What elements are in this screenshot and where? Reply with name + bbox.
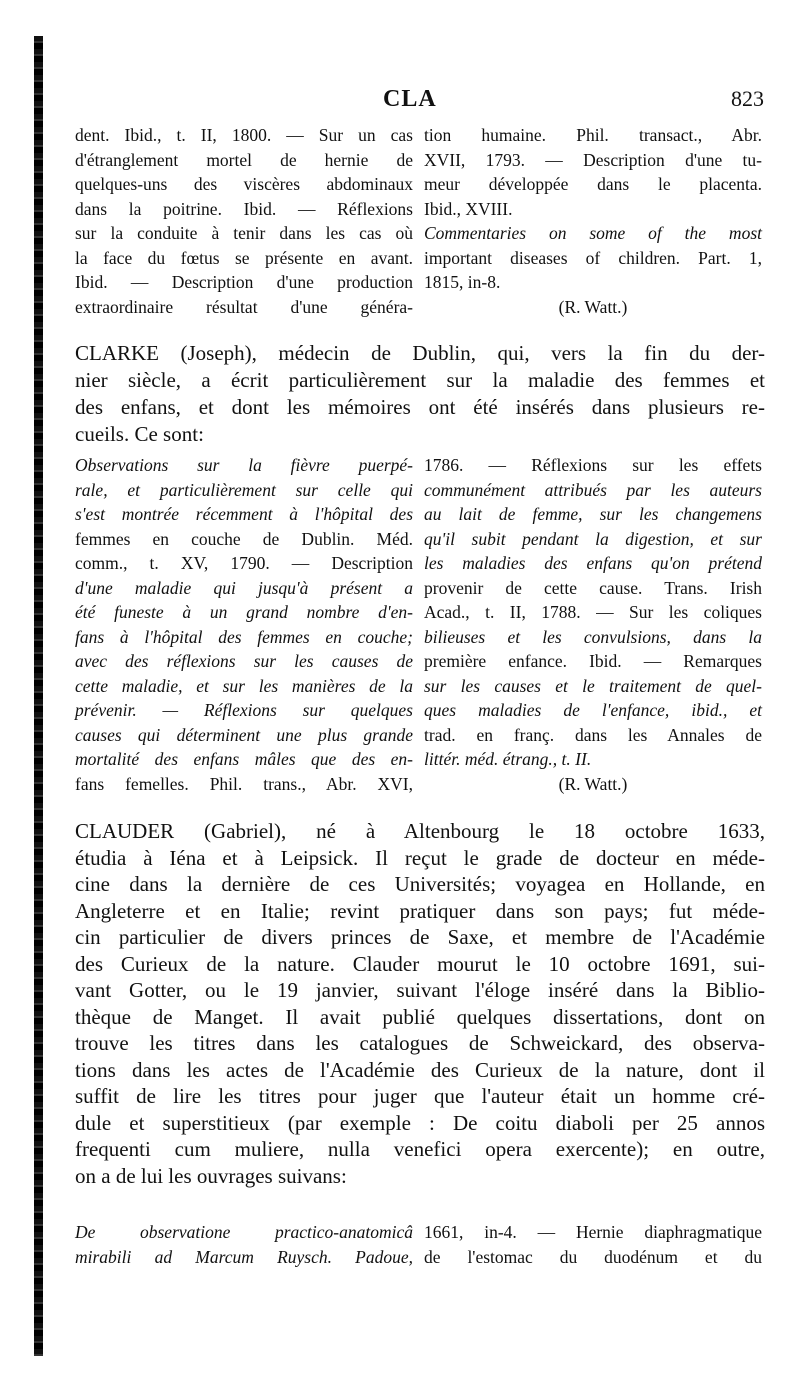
- text-line: CLAUDER (Gabriel), né à Altenbourg le 18 octobre 1633,: [75, 819, 765, 843]
- text-line: 1661, in-4. — Hernie diaphragmatique: [424, 1222, 762, 1242]
- text-line: première enfance. Ibid. — Remarques: [424, 651, 762, 671]
- text-line: rale, et particulièrement sur celle qui: [75, 479, 413, 500]
- text-line: tions dans les actes de l'Académie des Curieux de la nature, dont il: [75, 1057, 765, 1082]
- text-line: cin particulier de divers princes de Saxe, et membre de l'Académie: [75, 925, 765, 949]
- text-line: comm., t. XV, 1790. — Description: [75, 553, 413, 573]
- text-line: cette maladie, et sur les manières de la: [75, 675, 413, 696]
- text-line: fans femelles. Phil. trans., Abr. XVI,: [75, 773, 413, 794]
- text-line: dule et superstitieux (par exemple : De coitu diaboli per 25 annos: [75, 1110, 765, 1135]
- text-line: Observations sur la fièvre puerpé-: [75, 455, 413, 475]
- text-line: la face du fœtus se présente en avant.: [75, 247, 413, 268]
- text-line: communément attribués par les auteurs: [424, 479, 762, 500]
- text-line: prévenir. — Réflexions sur quelques: [75, 700, 413, 720]
- text-line: des enfans, et dont les mémoires ont été insérés dans plusieurs re-: [75, 395, 765, 419]
- text-line: avec des réflexions sur les causes de: [75, 651, 413, 671]
- text-line: dans la poitrine. Ibid. — Réflexions: [75, 198, 413, 219]
- text-line: des Curieux de la nature. Clauder mourut le 10 octobre 1691, sui-: [75, 951, 765, 976]
- text-line: tion humaine. Phil. transact., Abr.: [424, 125, 762, 145]
- block1-left-column: [75, 123, 413, 319]
- block3-left-column: [75, 1220, 413, 1269]
- text-line: thèque de Manget. Il avait publié quelques dissertations, dont on: [75, 1004, 765, 1029]
- text-line: vant Gotter, ou le 19 janvier, suivant l'éloge inséré dans la Biblio-: [75, 978, 765, 1002]
- block2-right-column: [424, 453, 762, 796]
- text-line: trouve les titres dans les catalogues de Schweickard, des observa-: [75, 1031, 765, 1055]
- text-line: important diseases of children. Part. 1,: [424, 247, 762, 268]
- text-line: 1815, in-8.: [424, 272, 501, 292]
- block3-right-column: [424, 1220, 762, 1269]
- text-line: qu'il subit pendant la digestion, et sur: [424, 528, 762, 549]
- block1-right-column: [424, 123, 762, 319]
- text-line: sur la conduite à tenir dans les cas où: [75, 223, 413, 243]
- running-head: CLA: [383, 86, 437, 112]
- text-line: bilieuses et les convulsions, dans la: [424, 626, 762, 647]
- text-line: meur développée dans le placenta.: [424, 174, 762, 194]
- clarke-entry: [75, 340, 765, 448]
- text-line: suffit de lire les titres pour juger que l'auteur était un homme cré-: [75, 1084, 765, 1108]
- text-line: Angleterre et en Italie; revint pratiquer dans son pays; fut méde-: [75, 898, 765, 923]
- text-line: Commentaries on some of the most: [424, 223, 762, 243]
- text-line: on a de lui les ouvrages suivans:: [75, 1163, 347, 1188]
- block2-left-column: [75, 453, 413, 796]
- text-line: dent. Ibid., t. II, 1800. — Sur un cas: [75, 125, 413, 145]
- text-line: mortalité des enfans mâles que des en-: [75, 749, 413, 769]
- text-line: ques maladies de l'enfance, ibid., et: [424, 700, 762, 720]
- text-line: XVII, 1793. — Description d'une tu-: [424, 149, 762, 170]
- text-line: Ibid., XVIII.: [424, 198, 513, 219]
- text-line: De observatione practico-anatomicâ: [75, 1222, 413, 1242]
- text-line: de l'estomac du duodénum et du: [424, 1246, 762, 1267]
- text-line: nier siècle, a écrit particulièrement sur la maladie des femmes et: [75, 368, 765, 392]
- text-line: étudia à Iéna et à Leipsick. Il reçut le grade de docteur en méde-: [75, 845, 765, 870]
- text-line: causes qui déterminent une plus grande: [75, 724, 413, 745]
- text-line: fans à l'hôpital des femmes en couche;: [75, 626, 413, 647]
- text-line: littér. méd. étrang., t. II.: [424, 749, 592, 769]
- text-line: frequenti cum muliere, nulla venefici opera exercente); en outre,: [75, 1137, 765, 1161]
- text-line: provenir de cette cause. Trans. Irish: [424, 577, 762, 598]
- attribution: (R. Watt.): [558, 296, 628, 317]
- text-line: CLARKE (Joseph), médecin de Dublin, qui, vers la fin du der-: [75, 341, 765, 365]
- text-line: d'une maladie qui jusqu'à présent a: [75, 577, 413, 598]
- book-spine-edge: [34, 36, 43, 1356]
- page-header: [0, 86, 800, 116]
- text-line: s'est montrée récemment à l'hôpital des: [75, 504, 413, 524]
- text-line: cueils. Ce sont:: [75, 422, 204, 446]
- text-line: au lait de femme, sur les changemens: [424, 504, 762, 524]
- attribution: (R. Watt.): [558, 773, 628, 794]
- text-line: cine dans la dernière de ces Universités; voyagea en Hollande, en: [75, 872, 765, 896]
- text-line: femmes en couche de Dublin. Méd.: [75, 528, 413, 549]
- text-line: extraordinaire résultat d'une généra-: [75, 296, 413, 317]
- text-line: 1786. — Réflexions sur les effets: [424, 455, 762, 475]
- text-line: sur les causes et le traitement de quel-: [424, 675, 762, 696]
- text-line: mirabili ad Marcum Ruysch. Padoue,: [75, 1246, 413, 1267]
- text-line: Acad., t. II, 1788. — Sur les coliques: [424, 602, 762, 622]
- text-line: été funeste à un grand nombre d'en-: [75, 602, 413, 622]
- text-line: quelques-uns des viscères abdominaux: [75, 174, 413, 194]
- text-line: d'étranglement mortel de hernie de: [75, 149, 413, 170]
- text-line: trad. en franç. dans les Annales de: [424, 724, 762, 745]
- clauder-entry: [75, 818, 765, 1189]
- text-line: les maladies des enfans qu'on prétend: [424, 553, 762, 573]
- page-number: 823: [731, 86, 764, 111]
- text-line: Ibid. — Description d'une production: [75, 272, 413, 292]
